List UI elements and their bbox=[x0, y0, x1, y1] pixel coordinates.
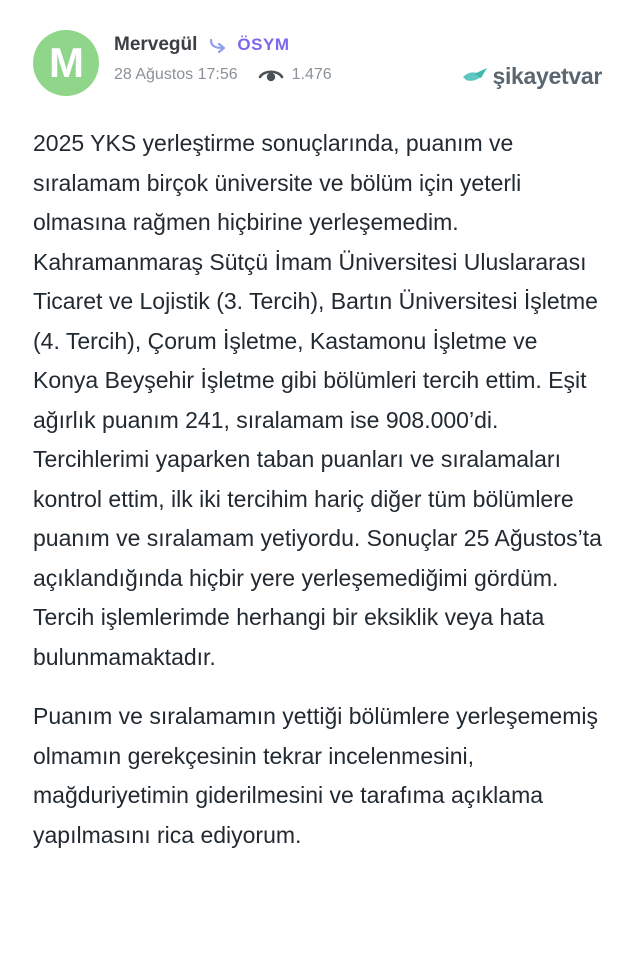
complaint-body bbox=[33, 124, 605, 855]
avatar[interactable]: M bbox=[33, 30, 99, 96]
post-date: 28 Ağustos 17:56 bbox=[114, 66, 238, 83]
author-name[interactable]: Mervegül bbox=[114, 34, 198, 55]
company-link[interactable]: ÖSYM bbox=[237, 35, 290, 54]
post-header bbox=[0, 0, 634, 110]
complaint-paragraph-1: 2025 YKS yerleştirme sonuçlarında, puanım ve sıralamam birçok üniversite ve bölüm için yeterli olmasına rağmen hiçbirine yerleşemedim. Kahramanmaraş Sütçü İmam Üniversitesi Uluslararası Ticaret ve Lojistik (3. Tercih), Bartın Üniversitesi İşletme (4. Tercih), Çorum İşletme, Kastamonu İşletme ve Konya Beyşehir İşletme gibi bölümleri tercih ettim. Eşit ağırlık puanım 241, sıralamam ise 908.000’di. Tercihlerimi yaparken taban puanları ve sıralamaları kontrol ettim, ilk iki tercihim hariç diğer tüm bölümlere puanım ve sıralamam yetiyordu. Sonuçlar 25 Ağustos’ta açıklandığında hiçbir yere yerleşemediğimi gördüm. Tercih işlemlerimde herhangi bir eksiklik veya hata bulunmamaktadır. bbox=[33, 130, 602, 670]
view-count: 1.476 bbox=[291, 66, 332, 83]
complaint-paragraph-2: Puanım ve sıralamamın yettiği bölümlere yerleşememiş olmamın gerekçesinin tekrar incelenmesini, mağduriyetimin giderilmesini ve tarafıma açıklama yapılmasını rica ediyorum. bbox=[33, 703, 598, 848]
brand-wordmark: şikayetvar bbox=[492, 62, 602, 89]
reply-arrow-icon bbox=[207, 36, 231, 54]
sikayetvar-logo-icon bbox=[460, 65, 490, 87]
brand-logo[interactable] bbox=[460, 62, 602, 90]
author-row bbox=[114, 32, 289, 58]
eye-icon bbox=[258, 66, 284, 84]
meta-row bbox=[114, 64, 332, 86]
